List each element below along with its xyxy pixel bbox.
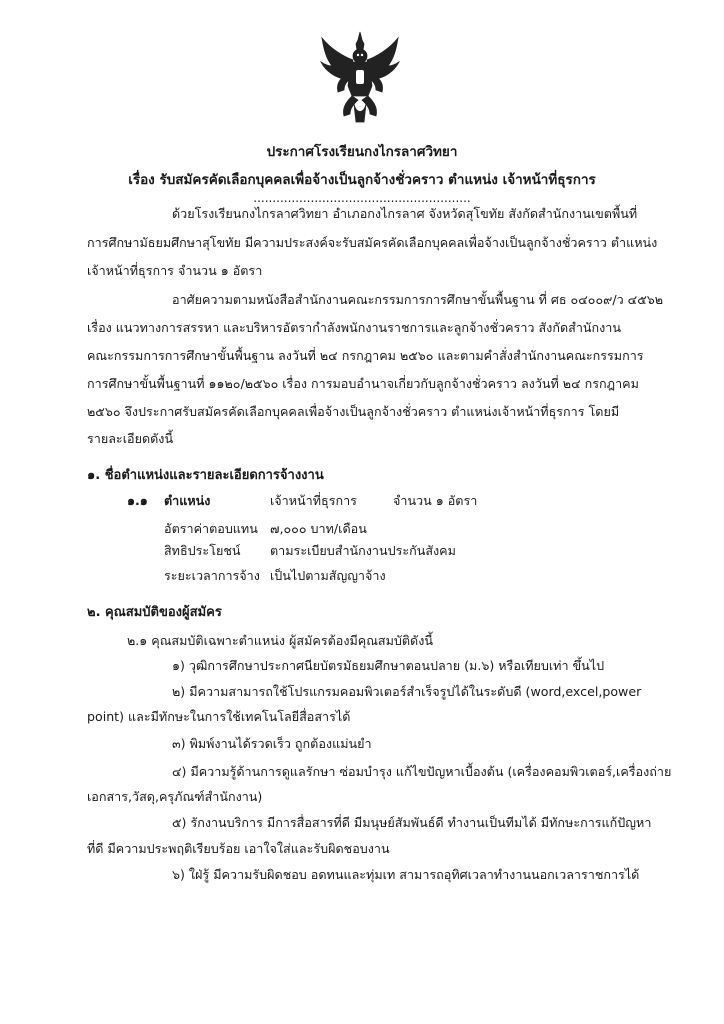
intro-p2-line-5: ๒๕๖๐ จึงประกาศรับสมัครคัดเลือกบุคคลเพื่อจ้างเป็นลูกจ้างชั่วคราว ตำแหน่งเจ้าหน้าที่ธุรการ โดยมี [87,404,620,419]
qualification-4-line-1: ๔) มีความรู้ด้านการดูแลรักษา ซ่อมบำรุง แก้ไขปัญหาเบื้องต้น (เครื่องคอมพิวเตอร์,เครื่องถ่าย [172,764,672,779]
salary-value: ๗,๐๐๐ บาท/เดือน [270,521,367,536]
intro-p2-line-6: รายละเอียดดังนี้ [87,431,174,446]
salary-label: อัตราค่าตอบแทน [164,521,258,536]
intro-p1-line-2: การศึกษามัธยมศึกษาสุโขทัย มีความประสงค์จะรับสมัครคัดเลือกบุคคลเพื่อจ้างเป็นลูกจ้างชั่วคราว ตำแหน่ง [87,235,658,250]
qualification-1: ๑) วุฒิการศึกษาประกาศนียบัตรมัธยมศึกษาตอนปลาย (ม.๖) หรือเทียบเท่า ขึ้นไป [172,658,605,673]
intro-p2-line-1: อาศัยความตามหนังสือสำนักงานคณะกรรมการการศึกษาขั้นพื้นฐาน ที่ ศธ ๐๔๐๐๙/ว ๔๕๖๒ [172,292,664,307]
announcement-title: ประกาศโรงเรียนกงไกรลาศวิทยา [266,144,458,160]
announcement-subject: เรื่อง รับสมัครคัดเลือกบุคคลเพื่อจ้างเป็นลูกจ้างชั่วคราว ตำแหน่ง เจ้าหน้าที่ธุรการ [128,172,596,188]
qualification-5-line-1: ๕) รักงานบริการ มีการสื่อสารที่ดี มีมนุษย์สัมพันธ์ดี ทำงานเป็นทีมได้ มีทักษะการแก้ปัญหา [172,815,652,830]
garuda-emblem-icon [318,30,402,126]
duration-value: เป็นไปตามสัญญาจ้าง [270,568,386,583]
benefits-label: สิทธิประโยชน์ [164,543,241,558]
section-2-heading: ๒. คุณสมบัติของผู้สมัคร [87,605,222,620]
duration-label: ระยะเวลาการจ้าง [164,568,260,583]
qualification-2-line-1: ๒) มีความสามารถใช้โปรแกรมคอมพิวเตอร์สำเร็จรูปได้ในระดับดี (word,excel,power [172,684,642,699]
qualification-5-line-2: ที่ดี มีความประพฤติเรียบร้อย เอาใจใส่และรับผิดชอบงาน [87,841,390,856]
qualification-3: ๓) พิมพ์งานได้รวดเร็ว ถูกต้องแม่นยำ [172,736,372,751]
intro-p1-line-3: เจ้าหน้าที่ธุรการ จำนวน ๑ อัตรา [87,263,263,278]
benefits-value: ตามระเบียบสำนักงานประกันสังคม [270,543,456,558]
position-value: เจ้าหน้าที่ธุรการ [270,493,357,508]
position-count: จำนวน ๑ อัตรา [393,493,478,508]
intro-p2-line-2: เรื่อง แนวทางการสรรหา และบริหารอัตรากำลังพนักงานราชการและลูกจ้างชั่วคราว สังกัดสำนักงาน [87,320,621,335]
intro-p2-line-4: การศึกษาขั้นพื้นฐานที่ ๑๑๒๐/๒๕๖๐ เรื่อง การมอบอำนาจเกี่ยวกับลูกจ้างชั่วคราว ลงวันที่ ๒๔ กรกฎาคม [87,376,639,391]
position-label: ตำแหน่ง [164,493,211,508]
section-1-heading: ๑. ชื่อตำแหน่งและรายละเอียดการจ้างงาน [87,468,324,483]
qualification-6: ๖) ใฝ่รู้ มีความรับผิดชอบ อดทนและทุ่มเท สามารถอุทิศเวลาทำงานนอกเวลาราชการได้ [172,867,640,882]
intro-p2-line-3: คณะกรรมการการศึกษาขั้นพื้นฐาน ลงวันที่ ๒๔ กรกฎาคม ๒๕๖๐ และตามคำสั่งสำนักงานคณะกรรมการ [87,348,644,363]
title-divider: ......................................................... [253,191,471,205]
section-1-item-number: ๑.๑ [127,493,148,508]
qualification-2-line-2: point) และมีทักษะในการใช้เทคโนโลยีสื่อสารได้ [87,709,351,724]
section-2-subheading: ๒.๑ คุณสมบัติเฉพาะตำแหน่ง ผู้สมัครต้องมีคุณสมบัติดังนี้ [127,633,433,648]
qualification-4-line-2: เอกสาร,วัสดุ,ครุภัณฑ์สำนักงาน) [87,789,263,804]
intro-p1-line-1: ด้วยโรงเรียนกงไกรลาศวิทยา อำเภอกงไกรลาศ จังหวัดสุโขทัย สังกัดสำนักงานเขตพื้นที่ [172,206,638,221]
